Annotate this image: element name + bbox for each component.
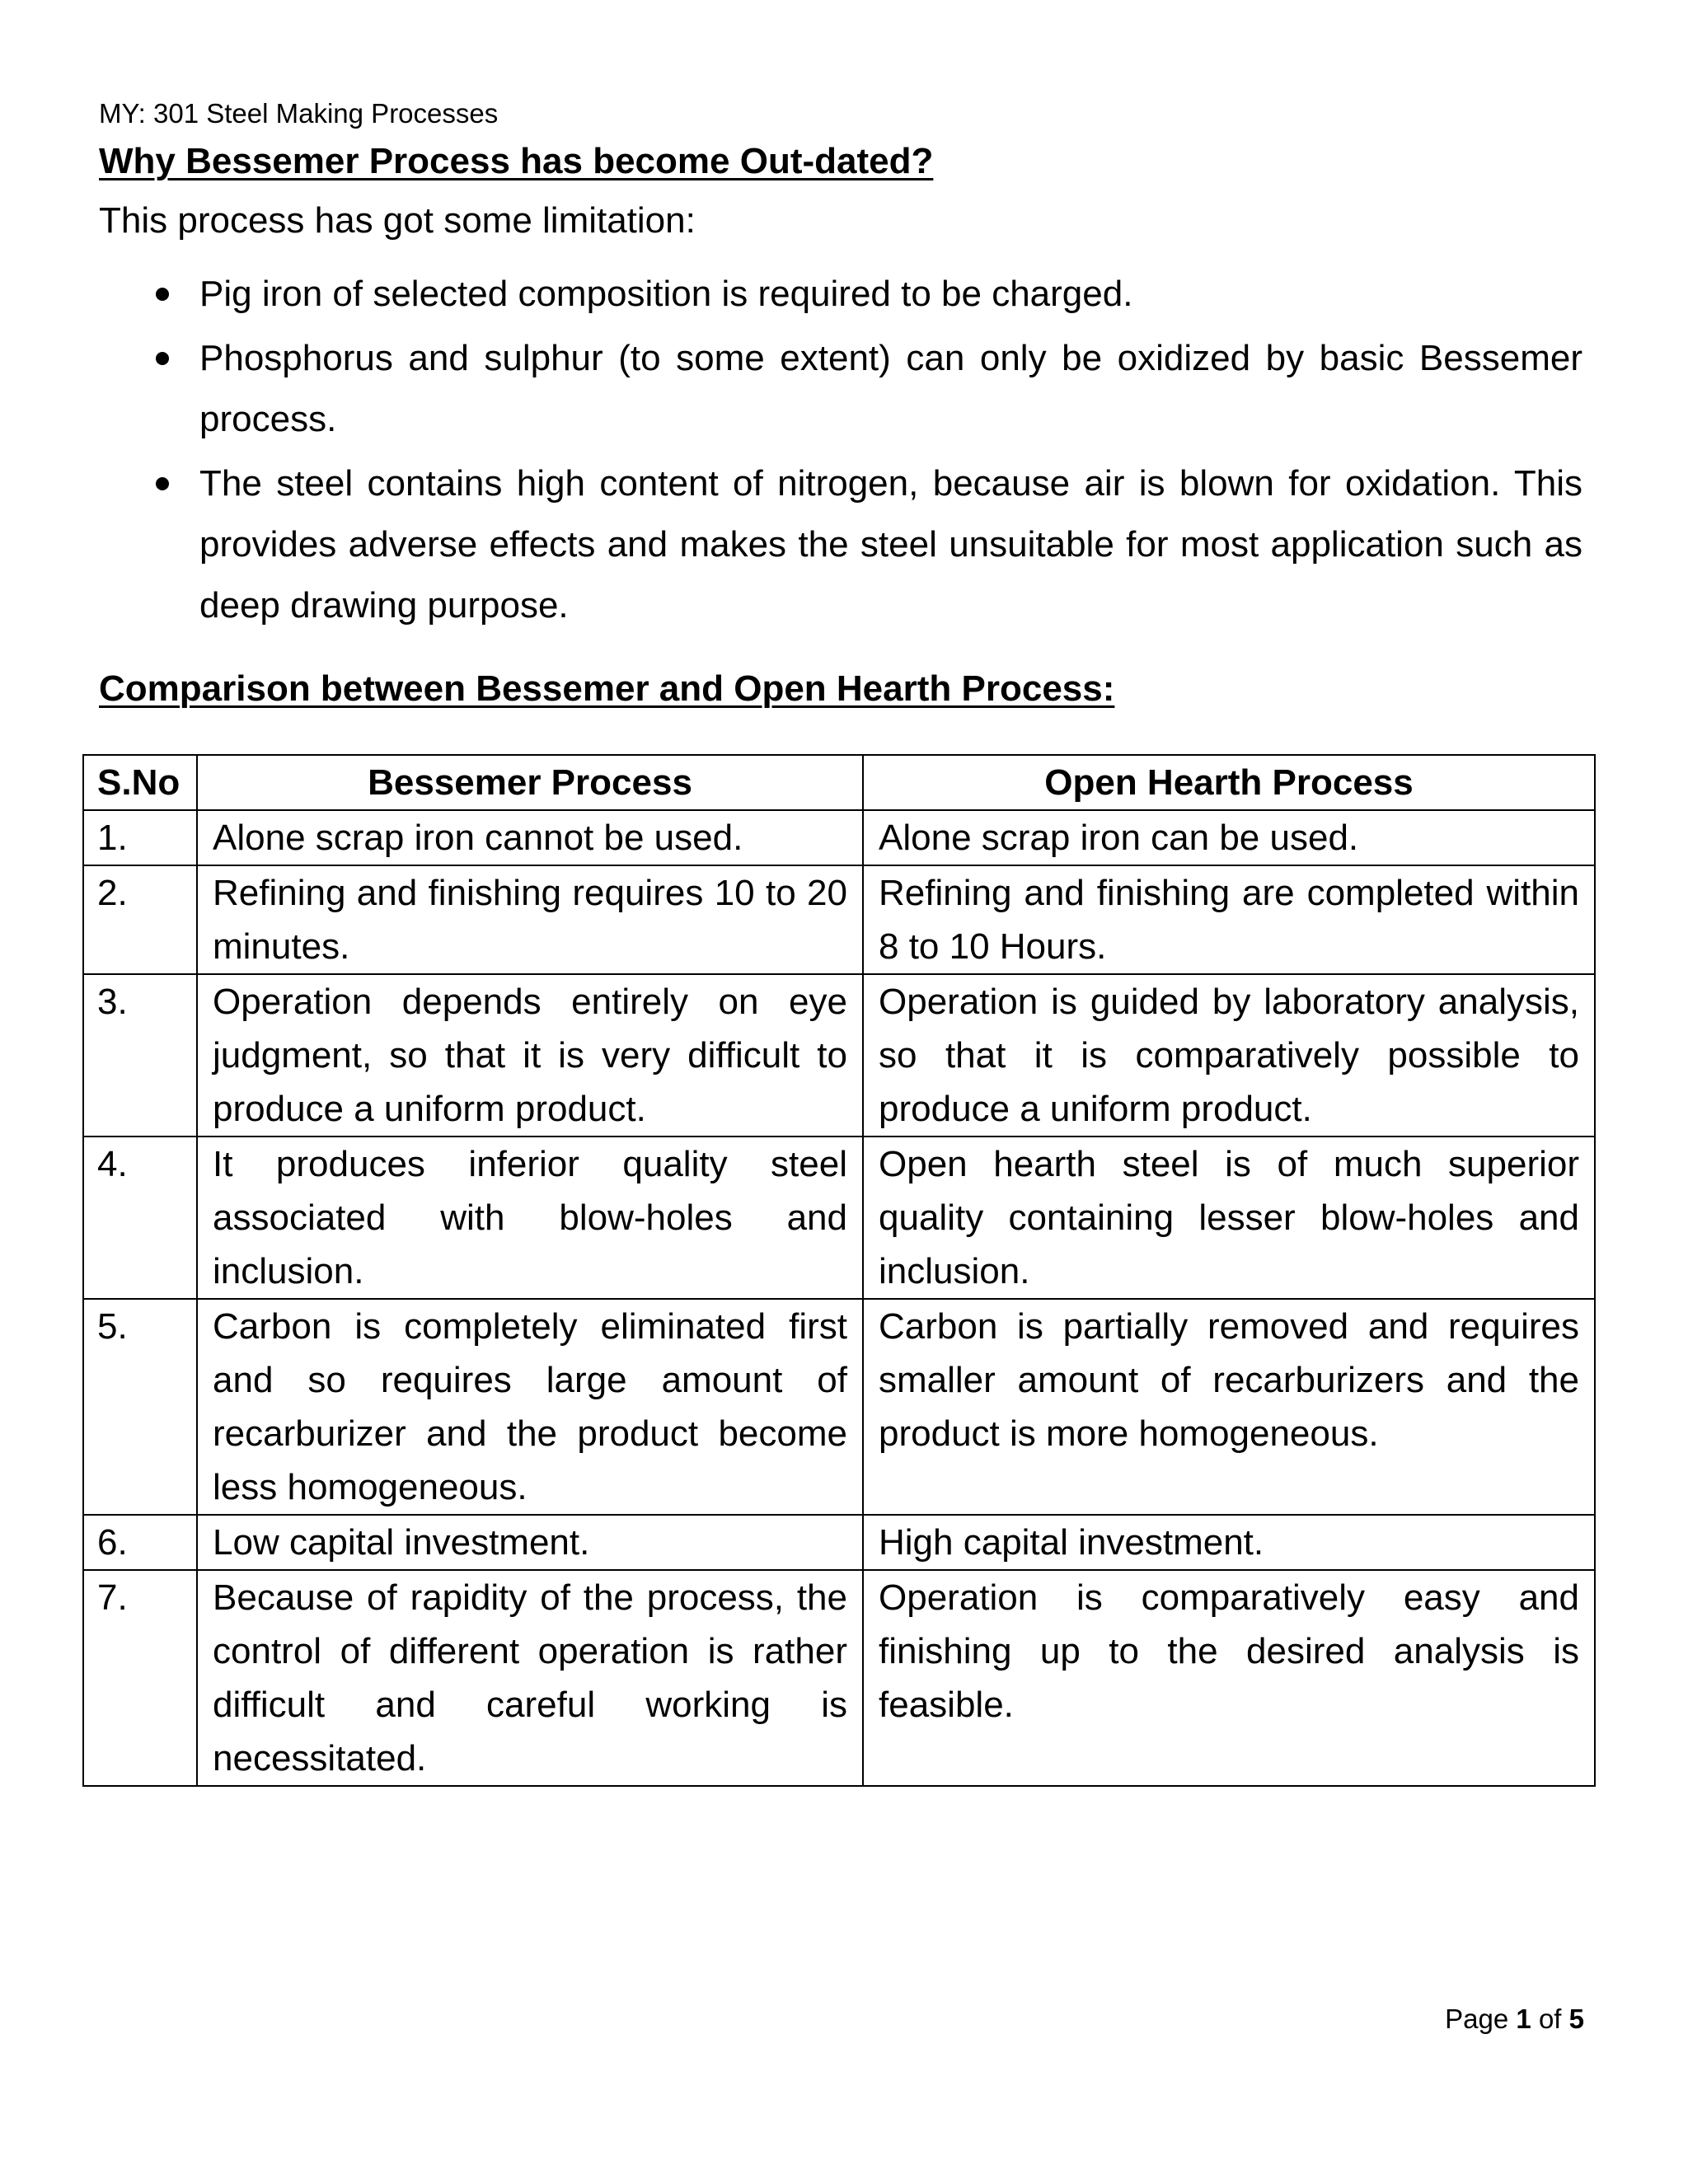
cell-open-hearth: Refining and finishing are completed within 8 to 10 Hours. xyxy=(863,865,1595,974)
cell-sno: 6. xyxy=(83,1515,197,1570)
cell-open-hearth: Open hearth steel is of much superior quality containing lesser blow-holes and inclusion. xyxy=(863,1137,1595,1299)
cell-sno: 2. xyxy=(83,865,197,974)
table-header-row xyxy=(83,755,1595,810)
bullet-icon xyxy=(156,477,169,490)
section-title-outdated: Why Bessemer Process has become Out-dated? xyxy=(99,141,934,181)
cell-sno: 5. xyxy=(83,1299,197,1515)
table-row xyxy=(83,974,1595,1137)
bullet-text: Pig iron of selected composition is required to be charged. xyxy=(199,274,1133,314)
cell-bessemer: Carbon is completely eliminated first and so requires large amount of recarburizer and the product become less homogeneous. xyxy=(197,1299,863,1515)
cell-open-hearth: Carbon is partially removed and requires smaller amount of recarburizers and the product is more homogeneous. xyxy=(863,1299,1595,1515)
bullet-icon xyxy=(156,352,169,365)
header-bessemer: Bessemer Process xyxy=(197,755,863,810)
cell-sno: 4. xyxy=(83,1137,197,1299)
header-open-hearth: Open Hearth Process xyxy=(863,755,1595,810)
cell-open-hearth: Alone scrap iron can be used. xyxy=(863,810,1595,865)
header-sno: S.No xyxy=(83,755,197,810)
table-row xyxy=(83,865,1595,974)
cell-sno: 3. xyxy=(83,974,197,1137)
course-header: MY: 301 Steel Making Processes xyxy=(99,98,499,129)
cell-sno: 7. xyxy=(83,1570,197,1786)
bullet-icon xyxy=(156,288,169,301)
cell-open-hearth: High capital investment. xyxy=(863,1515,1595,1570)
table-row xyxy=(83,1515,1595,1570)
cell-bessemer: Because of rapidity of the process, the control of different operation is rather difficult and careful working is necessitated. xyxy=(197,1570,863,1786)
cell-sno: 1. xyxy=(83,810,197,865)
page-total: 5 xyxy=(1568,2004,1584,2034)
cell-bessemer: It produces inferior quality steel associated with blow-holes and inclusion. xyxy=(197,1137,863,1299)
cell-bessemer: Refining and finishing requires 10 to 20 minutes. xyxy=(197,865,863,974)
table-row xyxy=(83,1570,1595,1786)
table-row xyxy=(83,810,1595,865)
page-current: 1 xyxy=(1516,2004,1531,2034)
bullet-text: The steel contains high content of nitrogen, because air is blown for oxidation. This provides adverse effects and makes the steel unsuitable for most application such as deep drawing purpose. xyxy=(199,463,1582,626)
cell-bessemer: Operation depends entirely on eye judgment, so that it is very difficult to produce a uniform product. xyxy=(197,974,863,1137)
of-label: of xyxy=(1538,2004,1562,2034)
cell-bessemer: Alone scrap iron cannot be used. xyxy=(197,810,863,865)
cell-bessemer: Low capital investment. xyxy=(197,1515,863,1570)
comparison-table xyxy=(82,754,1596,1787)
list-item xyxy=(144,328,1582,450)
table-row xyxy=(83,1299,1595,1515)
page-label: Page xyxy=(1445,2004,1509,2034)
cell-open-hearth: Operation is comparatively easy and finishing up to the desired analysis is feasible. xyxy=(863,1570,1595,1786)
table-row xyxy=(83,1137,1595,1299)
section-title-comparison: Comparison between Bessemer and Open Hearth Process: xyxy=(99,668,1115,709)
limitations-list xyxy=(144,264,1582,640)
cell-open-hearth: Operation is guided by laboratory analysis, so that it is comparatively possible to produce a uniform product. xyxy=(863,974,1595,1137)
page-number xyxy=(1445,2003,1584,2036)
bullet-text: Phosphorus and sulphur (to some extent) can only be oxidized by basic Bessemer process. xyxy=(199,338,1582,439)
list-item xyxy=(144,453,1582,636)
list-item xyxy=(144,264,1582,325)
intro-text: This process has got some limitation: xyxy=(99,200,696,241)
